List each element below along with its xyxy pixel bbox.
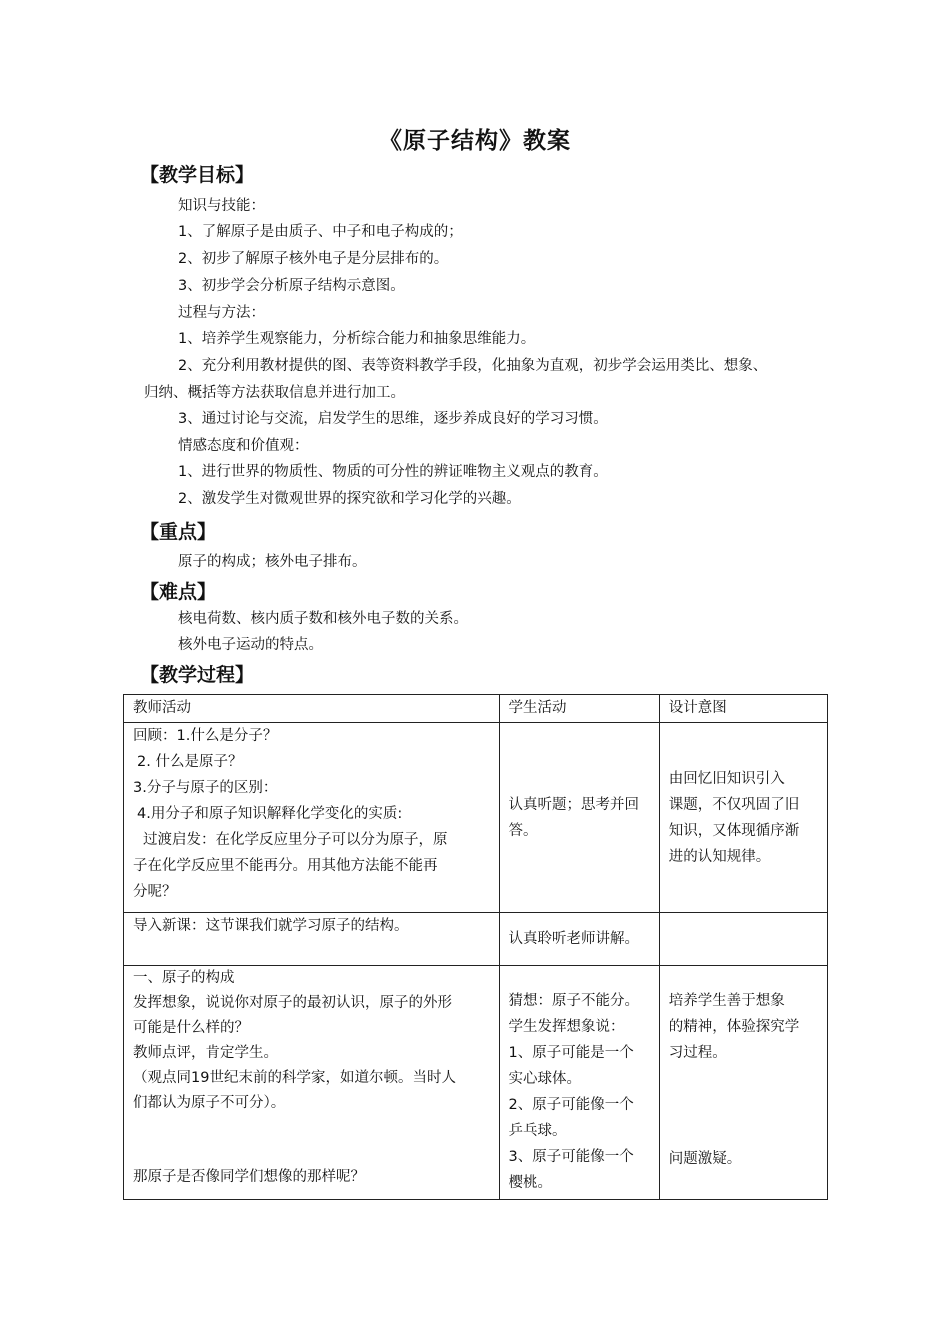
teaching-process-table [123,694,828,1200]
cell-line: 的精神，体验探究学 [668,1019,800,1035]
cell-line: 一、原子的构成 [133,970,235,986]
difficulties-heading: 【难点】 [140,581,217,603]
cell-line: 子在化学反应里不能再分。用其他方法能不能再 [133,858,438,874]
cell-line: 课题，不仅巩固了旧 [668,796,800,813]
process-section-heading: 【教学过程】 [140,664,255,686]
header-teacher: 教师活动 [124,695,500,723]
process-item: 3、通过讨论与交流，启发学生的思维，逐步养成良好的学习习惯。 [178,411,608,427]
knowledge-label: 知识与技能： [178,198,265,214]
knowledge-item: 1、了解原子是由质子、中子和电子构成的； [178,224,463,240]
cell-line: 们都认为原子不可分）。 [133,1095,286,1111]
cell-line: 发挥想象，说说你对原子的最初认识，原子的外形 [133,995,452,1011]
cell-line: 学生发挥想象说： [508,1019,625,1035]
cell-line: 答。 [508,822,538,839]
cell-line: 2、原子可能像一个 [508,1097,634,1113]
process-item: 2、充分利用教材提供的图、表等资料教学手段，化抽象为直观，初步学会运用类比、想象、 [178,358,768,374]
cell-line: 樱桃。 [508,1175,553,1191]
document-title: 《原子结构》教案 [379,128,571,154]
knowledge-item: 2、初步了解原子核外电子是分层排布的。 [178,251,449,267]
cell-line: 1、原子可能是一个 [508,1045,634,1061]
cell-line: 认真听题；思考并回 [508,796,640,813]
student-activity-cell [499,913,659,966]
difficulty-item: 核电荷数、核内质子数和核外电子数的关系。 [178,611,468,627]
design-intent-cell [659,723,827,913]
cell-line: 那原子是否像同学们想像的那样呢？ [133,1169,365,1185]
cell-line: （观点同19世纪末前的科学家，如道尔顿。当时人 [133,1070,456,1086]
difficulty-item: 核外电子运动的特点。 [178,637,323,653]
objectives-heading: 【教学目标】 [140,164,255,186]
cell-line: 可能是什么样的？ [133,1020,249,1036]
student-activity-cell [499,966,659,1200]
cell-line: 4.用分子和原子知识解释化学变化的实质: [137,806,403,822]
teacher-activity-cell [124,913,500,966]
key-points-heading: 【重点】 [140,521,217,543]
cell-line: 导入新课：这节课我们就学习原子的结构。 [133,918,409,934]
cell-line: 由回忆旧知识引入 [668,770,785,787]
table-header-row [124,695,828,723]
cell-line: 乒乓球。 [508,1123,567,1139]
design-intent-cell [659,913,827,966]
cell-line: 猜想：原子不能分。 [508,993,640,1009]
emotion-label: 情感态度和价值观： [178,438,309,454]
header-student: 学生活动 [499,695,659,723]
cell-line: 进的认知规律。 [668,848,771,865]
table-row [124,966,828,1200]
emotion-item: 2、激发学生对微观世界的探究欲和学习化学的兴趣。 [178,491,521,507]
cell-line: 问题激疑。 [668,1151,742,1167]
cell-line: 过渡启发：在化学反应里分子可以分为原子，原 [143,832,448,848]
emotion-item: 1、进行世界的物质性、物质的可分性的辨证唯物主义观点的教育。 [178,464,608,480]
cell-line: 习过程。 [668,1045,727,1061]
cell-line: 3、原子可能像一个 [508,1149,634,1165]
table-row [124,913,828,966]
process-label: 过程与方法： [178,305,265,321]
header-intent: 设计意图 [659,695,827,723]
process-item: 1、培养学生观察能力，分析综合能力和抽象思维能力。 [178,331,536,347]
cell-line: 知识，又体现循序渐 [668,822,800,839]
process-item: 归纳、概括等方法获取信息并进行加工。 [144,385,405,401]
cell-line: 认真聆听老师讲解。 [508,931,640,947]
teacher-activity-cell [124,723,500,913]
cell-line: 分呢？ [133,884,177,900]
cell-line: 实心球体。 [508,1071,582,1087]
knowledge-item: 3、初步学会分析原子结构示意图。 [178,278,405,294]
cell-line: 2. 什么是原子？ [137,754,243,770]
student-activity-cell [499,723,659,913]
cell-line: 培养学生善于想象 [668,993,785,1009]
key-points-text: 原子的构成；核外电子排布。 [178,554,367,570]
cell-line: 3.分子与原子的区别： [133,780,278,796]
cell-line: 回顾：1.什么是分子？ [133,728,278,744]
table-row [124,723,828,913]
teacher-activity-cell [124,966,500,1200]
design-intent-cell [659,966,827,1200]
cell-line: 教师点评，肯定学生。 [133,1045,278,1061]
